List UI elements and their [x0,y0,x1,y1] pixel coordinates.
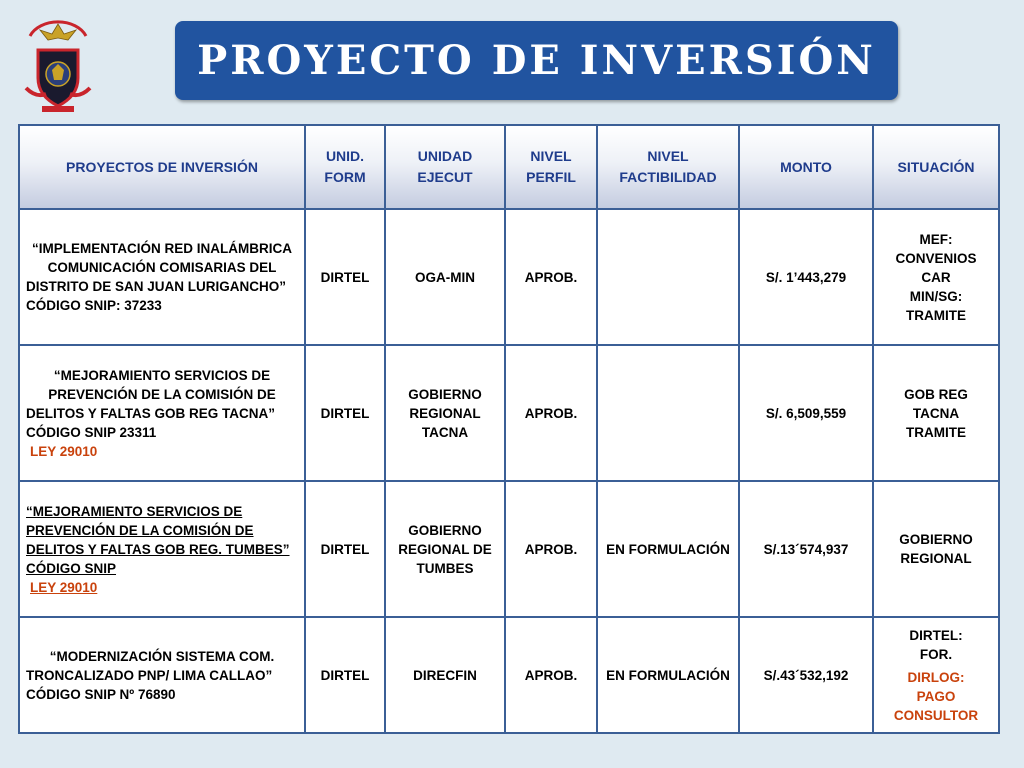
monto-cell: S/.43´532,192 [739,617,873,733]
project-code: CÓDIGO SNIP Nº 76890 [26,686,176,702]
title-banner [175,21,898,100]
monto-cell: S/. 6,509,559 [739,345,873,481]
monto-cell: S/.13´574,937 [739,481,873,617]
project-name: “MODERNIZACIÓN SISTEMA COM. TRONCALIZADO PNP/ LIMA CALLAO” [26,648,275,683]
table-row [19,209,999,345]
nivel-perfil-cell: APROB. [505,481,597,617]
nivel-factibilidad-cell: EN FORMULACIÓN [597,617,739,733]
situacion-line: DIRTEL: [909,627,963,643]
table-row [19,481,999,617]
monto-cell: S/. 1’443,279 [739,209,873,345]
table-header-row [19,125,999,209]
situacion-line: GOB REG [904,386,968,402]
unid-form-cell: DIRTEL [305,617,385,733]
nivel-factibilidad-cell [597,209,739,345]
situacion-line: CAR [921,269,951,285]
project-name: “IMPLEMENTACIÓN RED INALÁMBRICA COMUNICACIÓN COMISARIAS DEL DISTRITO DE SAN JUAN LURIGANCHO” [26,241,292,294]
project-code: CÓDIGO SNIP: 37233 [26,298,162,313]
column-header: UNIDAD EJECUT [385,125,505,209]
column-header: NIVEL PERFIL [505,125,597,209]
investment-projects-table [18,124,1000,734]
unidad-ejecut-cell: OGA-MIN [385,209,505,345]
unid-form-cell: DIRTEL [305,481,385,617]
situacion-cell [873,481,999,617]
column-header: SITUACIÓN [873,125,999,209]
situacion-line: CONVENIOS [895,250,977,266]
unidad-ejecut-cell: GOBIERNO REGIONAL TACNA [385,345,505,481]
page-title: PROYECTO DE INVERSIÓN [197,37,876,84]
situacion-line: REGIONAL [900,551,972,566]
column-header: NIVEL FACTIBILIDAD [597,125,739,209]
project-code: CÓDIGO SNIP 23311 [26,424,157,440]
project-name: “MEJORAMIENTO SERVICIOS DE PREVENCIÓN DE LA COMISIÓN DE DELITOS Y FALTAS GOB REG. TUMBES” [26,503,290,557]
table-row [19,617,999,733]
column-header: MONTO [739,125,873,209]
column-header: PROYECTOS DE INVERSIÓN [19,125,305,209]
unid-form-cell: DIRTEL [305,209,385,345]
nivel-factibilidad-cell: EN FORMULACIÓN [597,481,739,617]
nivel-factibilidad-cell [597,345,739,481]
unid-form-cell: DIRTEL [305,345,385,481]
situacion-line: GOBIERNO [899,532,973,547]
unidad-ejecut-cell: DIRECFIN [385,617,505,733]
situacion-line: TACNA [912,405,960,421]
investment-projects-table-wrapper [18,124,998,732]
situacion-line: CONSULTOR [893,707,979,723]
situacion-cell [873,617,999,733]
project-name: “MEJORAMIENTO SERVICIOS DE PREVENCIÓN DE LA COMISIÓN DE DELITOS Y FALTAS GOB REG TACNA” [26,367,276,421]
police-crest-logo [22,14,94,114]
project-cell [19,481,305,617]
project-cell [19,209,305,345]
situacion-line: FOR. [919,646,953,662]
situacion-line: DIRLOG: [907,669,965,685]
situacion-cell [873,209,999,345]
situacion-line: MEF: [919,231,953,247]
nivel-perfil-cell: APROB. [505,209,597,345]
table-row [19,345,999,481]
situacion-line: MIN/SG: [909,288,963,304]
unidad-ejecut-cell: GOBIERNO REGIONAL DE TUMBES [385,481,505,617]
nivel-perfil-cell: APROB. [505,617,597,733]
project-cell [19,345,305,481]
situacion-line: PAGO [916,688,956,704]
nivel-perfil-cell: APROB. [505,345,597,481]
project-code: CÓDIGO SNIP [26,560,117,576]
project-law: LEY 29010 [30,579,98,595]
situacion-line: TRAMITE [906,307,966,323]
project-cell [19,617,305,733]
column-header: UNID. FORM [305,125,385,209]
project-law: LEY 29010 [30,443,98,459]
situacion-line: TRAMITE [906,424,966,440]
situacion-cell [873,345,999,481]
